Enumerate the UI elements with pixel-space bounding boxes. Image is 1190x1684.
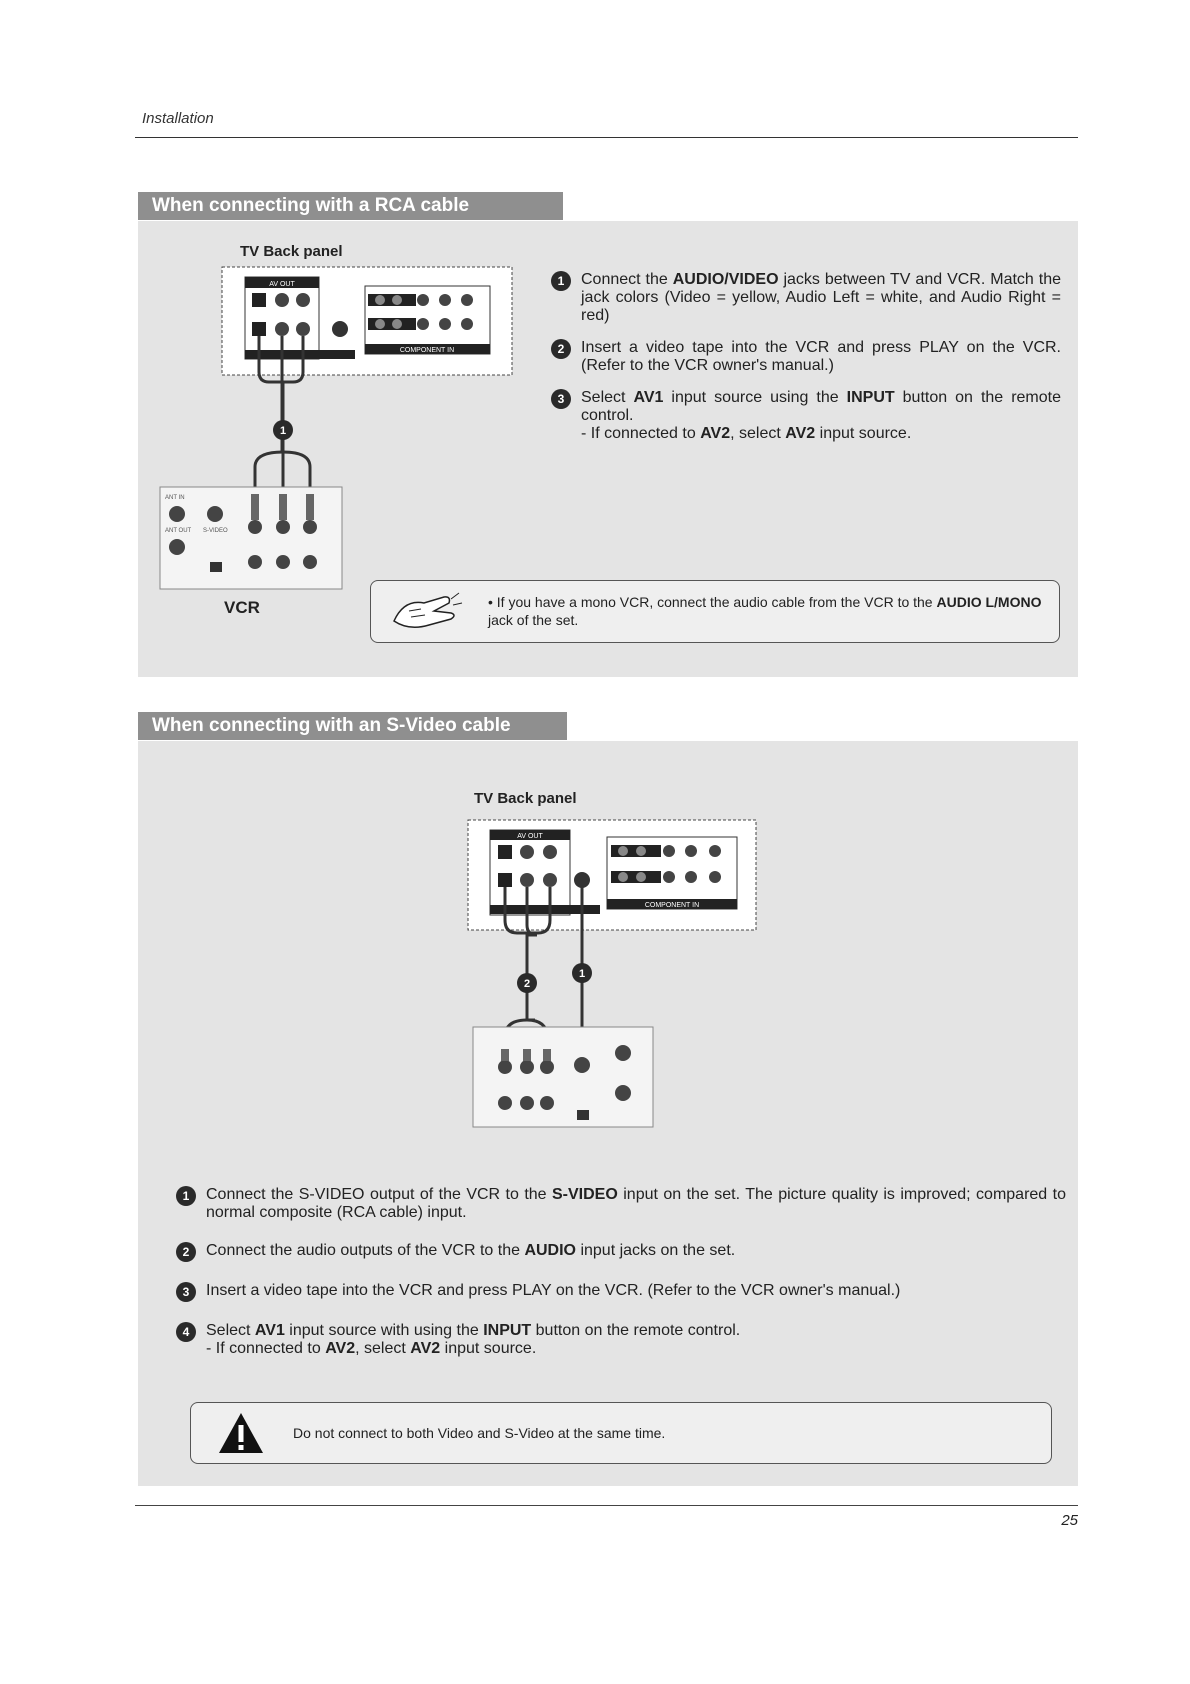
svg-text:AV OUT: AV OUT xyxy=(517,833,543,840)
vcr-label: VCR xyxy=(224,598,260,617)
step-text: Select AV1 input source using the INPUT button on the remote control. - If connected to AV2, select AV2 input source. xyxy=(581,389,1061,442)
svg-text:S-VIDEO: S-VIDEO xyxy=(203,528,228,534)
vcr-back-panel xyxy=(473,1027,653,1127)
step-number: 3 xyxy=(176,1282,196,1302)
warning-text: Do not connect to both Video and S-Video at the same time. xyxy=(293,1425,666,1441)
page-number: 25 xyxy=(1061,1512,1078,1529)
svideo-step-2 xyxy=(176,1242,1066,1262)
component-in-label: COMPONENT IN xyxy=(399,347,455,354)
rca-tv-back-panel-label: TV Back panel xyxy=(240,243,343,260)
rca-step-1 xyxy=(551,271,1061,325)
step-number: 2 xyxy=(176,1242,196,1262)
svideo-step-3 xyxy=(176,1282,1066,1302)
rca-connection-diagram xyxy=(155,262,520,598)
svg-text:1: 1 xyxy=(578,968,586,980)
step-text: Connect the S-VIDEO output of the VCR to the S-VIDEO input on the set. The picture quality is improved; compared to normal composite (RCA cable) input. xyxy=(206,1186,1066,1221)
step-number: 1 xyxy=(551,271,571,291)
svideo-connection-diagram xyxy=(465,815,760,1130)
svg-text:1: 1 xyxy=(279,425,287,437)
step-text: Insert a video tape into the VCR and press PLAY on the VCR. (Refer to the VCR owner's manual.) xyxy=(581,339,1061,374)
svideo-section-title: When connecting with an S-Video cable xyxy=(138,712,567,740)
step-number: 2 xyxy=(551,339,571,359)
svideo-steps xyxy=(176,1186,1066,1358)
step-text: Select AV1 input source with using the INPUT button on the remote control. - If connected to AV2, select AV2 input source. xyxy=(206,1322,741,1357)
hand-pointer-icon xyxy=(389,591,464,633)
svideo-step-1 xyxy=(176,1186,1066,1222)
svg-text:COMPONENT IN: COMPONENT IN xyxy=(644,902,700,909)
rca-note-text: • If you have a mono VCR, connect the audio cable from the VCR to the AUDIO L/MONO jack of the set. xyxy=(488,594,1042,628)
rca-steps xyxy=(551,271,1061,443)
step-text: Insert a video tape into the VCR and press PLAY on the VCR. (Refer to the VCR owner's manual.) xyxy=(206,1282,901,1299)
step-text: Connect the AUDIO/VIDEO jacks between TV and VCR. Match the jack colors (Video = yellow, Audio Left = white, and Audio Right = red) xyxy=(581,271,1061,324)
av-out-label: AV OUT xyxy=(269,281,295,288)
svg-text:ANT OUT: ANT OUT xyxy=(165,528,192,534)
header-divider xyxy=(135,137,1078,138)
rca-step-2 xyxy=(551,339,1061,375)
rca-section-title: When connecting with a RCA cable xyxy=(138,192,563,220)
svideo-step-4 xyxy=(176,1322,1066,1358)
step-text: Connect the audio outputs of the VCR to the AUDIO input jacks on the set. xyxy=(206,1242,736,1259)
rca-step-3 xyxy=(551,389,1061,443)
svideo-tv-back-panel-label: TV Back panel xyxy=(474,790,577,807)
page-section-header: Installation xyxy=(142,110,214,127)
warning-triangle-icon xyxy=(217,1411,265,1455)
rca-note-box xyxy=(370,580,1060,643)
footer-divider xyxy=(135,1505,1078,1506)
svg-text:ANT IN: ANT IN xyxy=(165,495,185,501)
svideo-warning-box xyxy=(190,1402,1052,1464)
step-number: 1 xyxy=(176,1186,196,1206)
step-number: 3 xyxy=(551,389,571,409)
svg-text:2: 2 xyxy=(523,978,531,990)
step-number: 4 xyxy=(176,1322,196,1342)
av-block xyxy=(490,830,570,915)
